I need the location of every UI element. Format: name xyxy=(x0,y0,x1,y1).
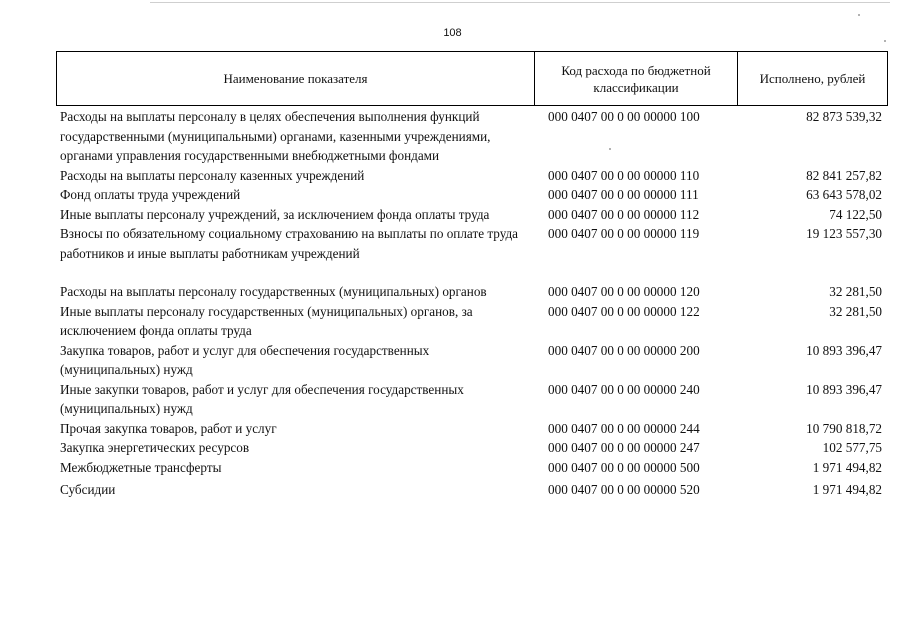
table-row xyxy=(60,166,882,186)
row-name: Субсидии xyxy=(60,482,116,497)
row-name: Иные закупки товаров, работ и услуг для обеспечения государственных (муниципальных) нужд xyxy=(60,381,464,416)
row-amount: 82 873 539,32 xyxy=(806,109,882,124)
row-name: Иные выплаты персоналу государственных (муниципальных) органов, за исключением фонда оплаты труда xyxy=(60,303,473,338)
row-code: 000 0407 00 0 00 00000 112 xyxy=(548,206,700,222)
table-row xyxy=(60,107,882,166)
scan-speck xyxy=(884,40,886,42)
row-name: Прочая закупка товаров, работ и услуг xyxy=(60,420,277,436)
row-code: 000 0407 00 0 00 00000 111 xyxy=(548,187,699,202)
row-code: 000 0407 00 0 00 00000 500 xyxy=(548,459,700,475)
scan-edge-line xyxy=(150,2,890,3)
row-name: Закупка энергетических ресурсов xyxy=(60,440,250,455)
row-amount: 1 971 494,82 xyxy=(812,482,882,497)
row-amount: 10 790 818,72 xyxy=(806,420,882,436)
table-row xyxy=(60,419,882,439)
table-row xyxy=(60,380,882,419)
scan-speck xyxy=(858,14,860,16)
row-name: Иные выплаты персоналу учреждений, за исключением фонда оплаты труда xyxy=(60,206,490,222)
row-amount: 32 281,50 xyxy=(829,303,882,319)
row-amount: 1 971 494,82 xyxy=(812,459,882,475)
row-code: 000 0407 00 0 00 00000 122 xyxy=(548,303,700,319)
row-code: 000 0407 00 0 00 00000 247 xyxy=(548,440,700,455)
row-amount: 10 893 396,47 xyxy=(806,342,882,358)
table-row xyxy=(60,302,882,341)
table-row xyxy=(60,341,882,380)
header-name: Наименование показателя xyxy=(57,52,535,105)
table-header xyxy=(56,51,888,106)
row-code: 000 0407 00 0 00 00000 240 xyxy=(548,381,700,397)
row-name: Расходы на выплаты персоналу казенных учреждений xyxy=(60,167,365,183)
row-code: 000 0407 00 0 00 00000 100 xyxy=(548,109,700,124)
row-code: 000 0407 00 0 00 00000 520 xyxy=(548,482,700,497)
row-amount: 32 281,50 xyxy=(829,284,882,299)
row-code: 000 0407 00 0 00 00000 200 xyxy=(548,342,700,358)
table-body xyxy=(60,107,882,500)
table-row xyxy=(60,282,882,302)
table-row xyxy=(60,224,882,263)
table-row xyxy=(60,185,882,205)
row-code: 000 0407 00 0 00 00000 120 xyxy=(548,284,700,299)
page-number: 108 xyxy=(443,27,462,39)
row-amount: 82 841 257,82 xyxy=(806,167,882,183)
header-amount: Исполнено, рублей xyxy=(759,71,866,86)
table-row xyxy=(60,438,882,458)
row-name: Расходы на выплаты персоналу в целях обеспечения выполнения функций государственными (муниципальными) органами, казенными учреждениями, органами управления государственными внебюджетными фондами xyxy=(60,109,491,163)
row-name: Закупка товаров, работ и услуг для обеспечения государственных (муниципальных) нужд xyxy=(60,342,430,377)
row-amount: 102 577,75 xyxy=(822,440,882,455)
row-amount: 74 122,50 xyxy=(829,206,882,222)
row-code: 000 0407 00 0 00 00000 244 xyxy=(548,420,700,436)
row-name: Межбюджетные трансферты xyxy=(60,459,222,475)
table-row xyxy=(60,205,882,225)
row-amount: 10 893 396,47 xyxy=(806,381,882,397)
row-name: Взносы по обязательному социальному страхованию на выплаты по оплате труда работников и иные выплаты работникам учреждений xyxy=(60,226,519,261)
table-row xyxy=(60,480,882,500)
row-code: 000 0407 00 0 00 00000 110 xyxy=(548,167,700,183)
row-code: 000 0407 00 0 00 00000 119 xyxy=(548,226,700,241)
row-name: Фонд оплаты труда учреждений xyxy=(60,187,241,202)
table-row xyxy=(60,458,882,478)
row-amount: 19 123 557,30 xyxy=(806,226,882,241)
row-amount: 63 643 578,02 xyxy=(806,187,882,202)
header-code: Код расхода по бюджетной классификации xyxy=(535,52,738,105)
row-name: Расходы на выплаты персоналу государственных (муниципальных) органов xyxy=(60,284,487,299)
